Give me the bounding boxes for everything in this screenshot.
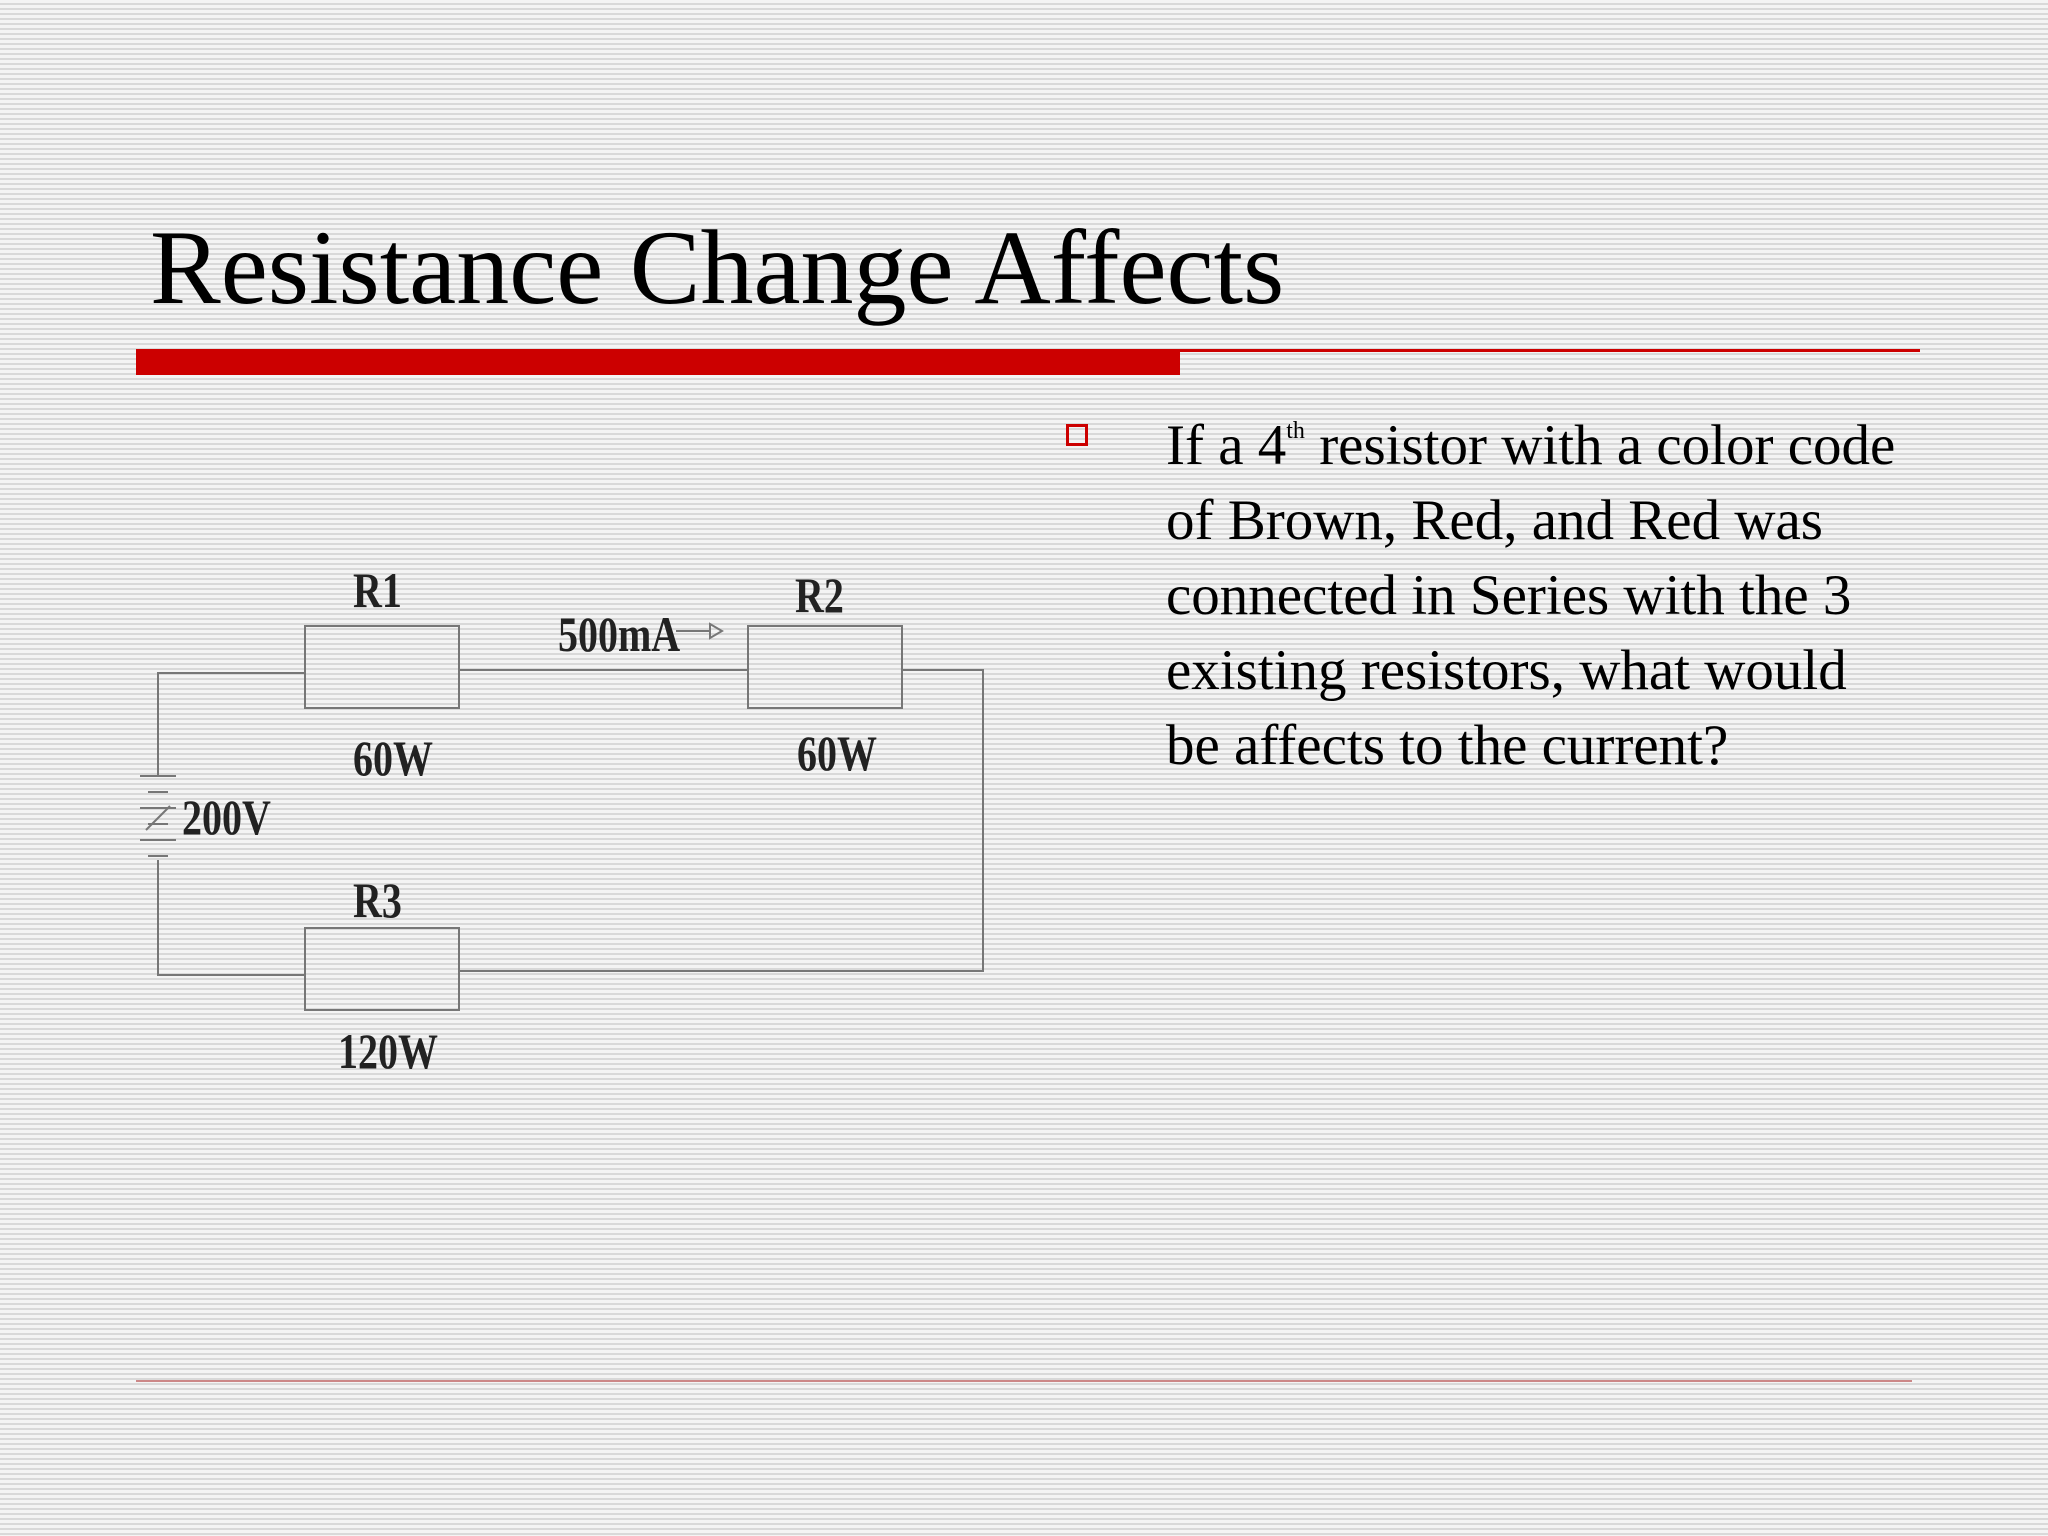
resistor-r3 [305,928,459,1010]
r1-value: 60W [353,730,433,787]
bullet-square-icon [1066,424,1088,446]
wire-left-top [158,673,305,776]
battery-icon [140,776,176,856]
r2-value: 60W [797,725,877,782]
bullet-text-start: If a 4 [1166,414,1287,477]
r1-label: R1 [353,562,402,619]
wire-left-bottom [158,860,305,975]
voltage-label: 200V [182,789,271,846]
current-arrow-icon [676,624,722,638]
current-label: 500mA [558,606,681,663]
wire-right-side [459,670,983,971]
bullet-text-rest: resistor with a color code of Brown, Red, and Red was connected in Series with the 3 existing resistors, what would be affects to the current? [1166,414,1896,777]
resistor-r1 [305,626,459,708]
slide-title: Resistance Change Affects [150,209,1285,326]
bullet-superscript: th [1286,418,1305,444]
resistor-r2 [748,626,902,708]
r2-label: R2 [795,567,844,624]
r3-value: 120W [338,1023,438,1080]
footer-divider [136,1380,1912,1382]
r3-label: R3 [353,872,402,929]
bullet-question [1166,408,1906,783]
